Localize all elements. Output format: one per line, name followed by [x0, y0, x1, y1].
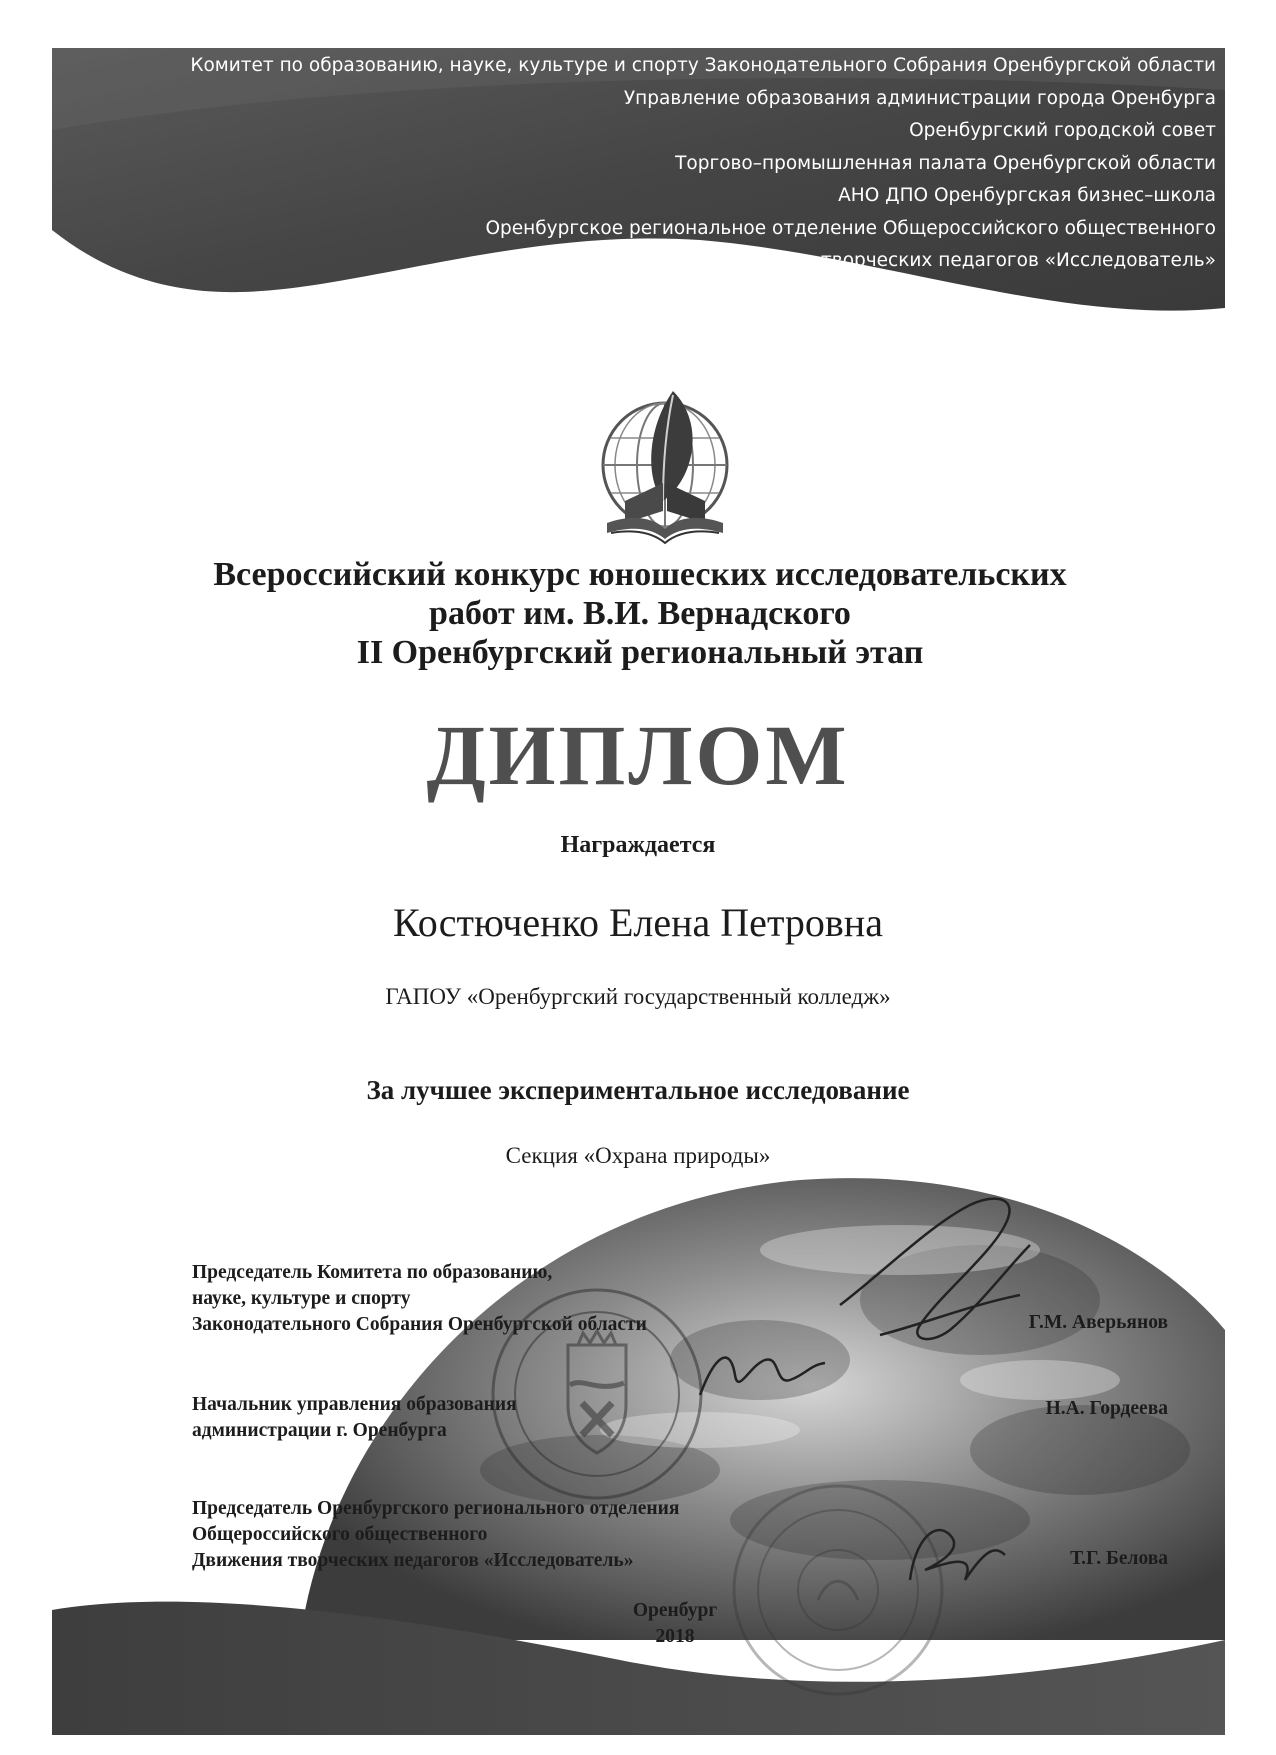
role-line: Председатель Оренбургского регионального отделения: [192, 1498, 680, 1519]
footer-place-date: [610, 1598, 740, 1650]
header-organizations: [66, 50, 1216, 278]
header-org-line: АНО ДПО Оренбургская бизнес–школа: [838, 185, 1216, 206]
diploma-title: ДИПЛОМ: [426, 707, 850, 803]
signature-gordeeva-icon: [690, 1335, 830, 1415]
header-org-line: Оренбургский городской совет: [909, 120, 1216, 141]
role-line: Общероссийского общественного: [192, 1524, 488, 1545]
recipient-name: Костюченко Елена Петровна: [393, 900, 883, 945]
signatory-role-2: [192, 1392, 517, 1444]
nomination: За лучшее экспериментальное исследование: [366, 1075, 910, 1105]
header-org-line: Комитет по образованию, науке, культуре и спорту Законодательного Собрания Оренбургской области: [190, 55, 1216, 76]
role-line: Начальник управления образования: [192, 1394, 517, 1415]
signatory-name-3: Т.Г. Белова: [1070, 1548, 1168, 1569]
role-line: администрации г. Оренбурга: [192, 1420, 447, 1441]
header-org-line: Управление образования администрации города Оренбурга: [623, 87, 1216, 109]
contest-title-line-1: Всероссийский конкурс юношеских исследовательских: [213, 556, 1067, 593]
signatory-name-2: Н.А. Гордеева: [1045, 1398, 1168, 1419]
signature-averyanov-icon: [820, 1185, 1050, 1365]
header-org-line: Торгово–промышленная палата Оренбургской области: [675, 152, 1216, 174]
footer-city: Оренбург: [632, 1600, 718, 1621]
header-org-line: Оренбургское региональное отделение Общероссийского общественного: [485, 217, 1216, 239]
signatory-role-1: [192, 1260, 647, 1338]
signature-belova-icon: [895, 1510, 1015, 1600]
footer-year: 2018: [655, 1626, 695, 1647]
globe-leaf-book-emblem-icon: [585, 383, 745, 553]
signatory-name-1: Г.М. Аверьянов: [1028, 1312, 1168, 1333]
role-line: науке, культуре и спорту: [192, 1288, 411, 1309]
section-name: Секция «Охрана природы»: [505, 1143, 771, 1168]
signatory-role-3: [192, 1496, 679, 1574]
contest-title-line-2: работ им. В.И. Вернадского: [429, 595, 851, 632]
contest-title-line-3: II Оренбургский региональный этап: [356, 634, 924, 671]
recipient-organization: ГАПОУ «Оренбургский государственный колледж»: [385, 984, 891, 1009]
header-org-line: Движения творческих педагогов «Исследователь»: [714, 250, 1216, 271]
contest-title: [100, 555, 1180, 672]
role-line: Председатель Комитета по образованию,: [192, 1262, 553, 1283]
role-line: Законодательного Собрания Оренбургской области: [192, 1314, 647, 1335]
role-line: Движения творческих педагогов «Исследователь»: [192, 1550, 634, 1571]
awarded-label: Награждается: [560, 832, 716, 858]
